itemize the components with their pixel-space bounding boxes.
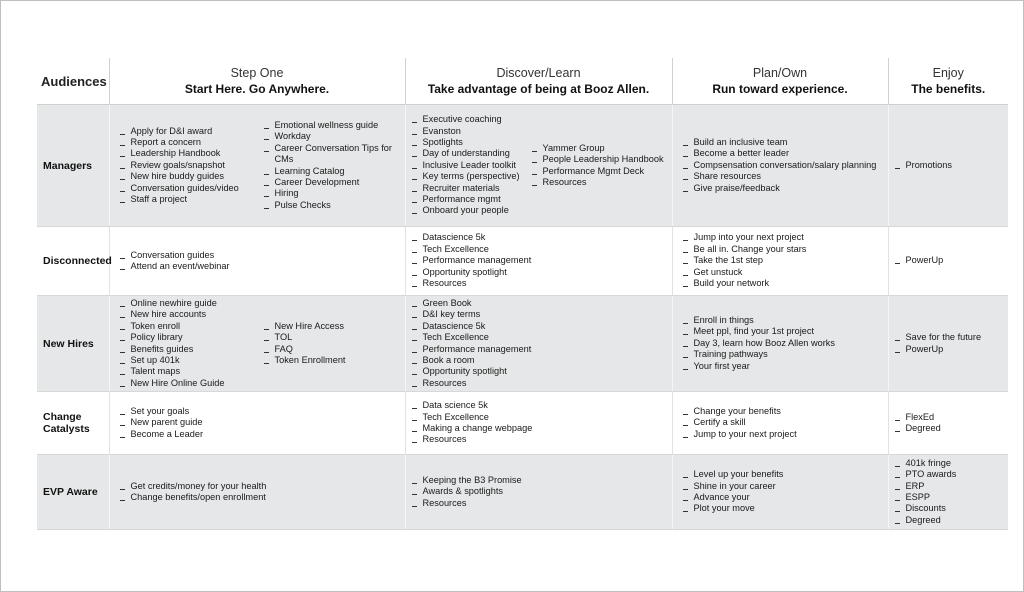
list-item[interactable]: Conversation guides/video	[120, 183, 248, 194]
item-list	[120, 406, 248, 440]
step-one-column	[264, 321, 346, 367]
list-item[interactable]: Inclusive Leader toolkit	[412, 160, 516, 171]
enjoy-cell	[888, 296, 1008, 392]
step-one-column	[120, 298, 248, 389]
list-item[interactable]: Report a concern	[120, 137, 248, 148]
list-item[interactable]: Resources	[412, 378, 532, 389]
list-item[interactable]: FlexEd	[895, 412, 941, 423]
list-item[interactable]: Plot your move	[683, 503, 784, 514]
step-one-cell	[109, 455, 405, 530]
discover-column	[412, 298, 532, 389]
list-item[interactable]: Be all in. Change your stars	[683, 244, 807, 255]
list-item[interactable]: Day of understanding	[412, 148, 516, 159]
list-item[interactable]: Resources	[532, 177, 664, 188]
plan-header	[672, 58, 888, 105]
item-list	[120, 126, 248, 206]
item-list	[264, 120, 400, 211]
list-item[interactable]: Making a change webpage	[412, 423, 533, 434]
list-item[interactable]: Keeping the B3 Promise	[412, 475, 522, 486]
list-item[interactable]: Performance management	[412, 344, 532, 355]
audience-label: Change Catalysts	[37, 392, 109, 455]
list-item[interactable]: PowerUp	[895, 255, 944, 266]
audiences-header: Audiences	[37, 58, 109, 105]
list-item[interactable]: Build your network	[683, 278, 807, 289]
list-item[interactable]: New hire buddy guides	[120, 171, 248, 182]
list-item[interactable]: FAQ	[264, 344, 346, 355]
item-list	[412, 114, 520, 217]
step-one-column	[120, 406, 248, 440]
list-item[interactable]: Leadership Handbook	[120, 148, 248, 159]
table-row	[37, 105, 1008, 227]
step-one-column	[120, 250, 248, 273]
item-list	[412, 400, 533, 446]
audience-label: EVP Aware	[37, 455, 109, 530]
list-item[interactable]: Token Enrollment	[264, 355, 346, 366]
audience-label: Disconnected	[37, 227, 109, 296]
list-item[interactable]: Certify a skill	[683, 417, 797, 428]
discover-cell	[405, 105, 672, 227]
step-one-subtitle: Start Here. Go Anywhere.	[184, 82, 330, 96]
list-item[interactable]: Discounts	[895, 503, 957, 514]
item-list	[895, 255, 944, 266]
list-item[interactable]: Tech Excellence	[412, 412, 533, 423]
header-row	[37, 58, 1008, 105]
list-item[interactable]: Awards & spotlights	[412, 486, 522, 497]
list-item[interactable]: New parent guide	[120, 417, 248, 428]
list-item[interactable]: Take the 1st step	[683, 255, 807, 266]
list-item[interactable]: Talent maps	[120, 366, 248, 377]
list-item[interactable]: Jump to your next project	[683, 429, 797, 440]
list-item[interactable]: Your first year	[683, 361, 835, 372]
list-item[interactable]: Day 3, learn how Booz Allen works	[683, 338, 835, 349]
discover-column	[412, 232, 532, 289]
discover-header	[405, 58, 672, 105]
list-item[interactable]: Resources	[412, 278, 532, 289]
list-item[interactable]: PowerUp	[895, 344, 982, 355]
enjoy-cell	[888, 392, 1008, 455]
list-item[interactable]: Policy library	[120, 332, 248, 343]
item-list	[683, 315, 835, 372]
list-item[interactable]: Key terms (perspective)	[412, 171, 516, 182]
list-item[interactable]: 401k fringe	[895, 458, 957, 469]
plan-cell	[672, 455, 888, 530]
discover-cell	[405, 392, 672, 455]
discover-cell	[405, 455, 672, 530]
list-item[interactable]: Tech Excellence	[412, 332, 532, 343]
table-row	[37, 392, 1008, 455]
list-item[interactable]: Get unstuck	[683, 267, 807, 278]
step-one-title: Step One	[230, 66, 284, 80]
step-one-column	[120, 480, 267, 504]
item-list	[895, 458, 957, 526]
list-item[interactable]: Spotlights	[412, 137, 516, 148]
discover-cell	[405, 296, 672, 392]
audience-label: New Hires	[37, 296, 109, 392]
list-item[interactable]: Tech Excellence	[412, 244, 532, 255]
item-list	[412, 475, 522, 509]
step-one-cell	[109, 227, 405, 296]
audience-label: Managers	[37, 105, 109, 227]
list-item[interactable]: Online newhire guide	[120, 298, 248, 309]
list-item[interactable]: Resources	[412, 498, 522, 509]
plan-subtitle: Run toward experience.	[712, 82, 848, 96]
list-item[interactable]: Promotions	[895, 160, 952, 171]
table-row	[37, 455, 1008, 530]
discover-column	[412, 475, 522, 509]
list-item[interactable]: Pulse Checks	[264, 200, 400, 211]
list-item[interactable]: Training pathways	[683, 349, 835, 360]
list-item[interactable]: Recruiter materials	[412, 183, 516, 194]
table-row	[37, 296, 1008, 392]
discover-subtitle: Take advantage of being at Booz Allen.	[427, 82, 650, 96]
item-list	[895, 412, 941, 435]
list-item[interactable]: New hire accounts	[120, 309, 248, 320]
list-item[interactable]: Hiring	[264, 188, 400, 199]
enjoy-subtitle: The benefits.	[911, 82, 986, 96]
enjoy-cell	[888, 105, 1008, 227]
list-item[interactable]: ESPP	[895, 492, 957, 503]
list-item[interactable]: Become a Leader	[120, 429, 248, 440]
list-item[interactable]: Green Book	[412, 298, 532, 309]
audience-journey-table	[37, 58, 1008, 530]
list-item[interactable]: New Hire Access	[264, 321, 346, 332]
list-item[interactable]: Give praise/feedback	[683, 183, 877, 194]
list-item[interactable]: Meet ppl, find your 1st project	[683, 326, 835, 337]
list-item[interactable]: Staff a project	[120, 194, 248, 205]
list-item[interactable]: D&I key terms	[412, 309, 532, 320]
step-one-header	[109, 58, 405, 105]
item-list	[683, 232, 807, 289]
discover-column	[412, 400, 533, 446]
list-item[interactable]: PTO awards	[895, 469, 957, 480]
list-item[interactable]: Benefits guides	[120, 344, 248, 355]
item-list	[120, 298, 248, 389]
list-item[interactable]: ERP	[895, 481, 957, 492]
list-item[interactable]: Degreed	[895, 423, 941, 434]
list-item[interactable]: Learning Catalog	[264, 166, 400, 177]
item-list	[412, 298, 532, 389]
list-item[interactable]: Attend an event/webinar	[120, 261, 248, 272]
list-item[interactable]: Set up 401k	[120, 355, 248, 366]
list-item[interactable]: Shine in your career	[683, 481, 784, 492]
list-item[interactable]: Change your benefits	[683, 406, 797, 417]
list-item[interactable]: Opportunity spotlight	[412, 267, 532, 278]
item-list	[895, 332, 982, 355]
list-item[interactable]: Book a room	[412, 355, 532, 366]
list-item[interactable]: Career Conversation Tips for CMs	[264, 143, 400, 166]
plan-cell	[672, 227, 888, 296]
list-item[interactable]: Datascience 5k	[412, 232, 532, 243]
item-list	[895, 160, 952, 171]
list-item[interactable]: Get credits/money for your health	[120, 481, 248, 492]
list-item[interactable]: New Hire Online Guide	[120, 378, 248, 389]
list-item[interactable]: Build an inclusive team	[683, 137, 877, 148]
list-item[interactable]: Advance your	[683, 492, 784, 503]
list-item[interactable]: People Leadership Handbook	[532, 154, 664, 165]
discover-cell	[405, 227, 672, 296]
table-row	[37, 227, 1008, 296]
step-one-cell	[109, 392, 405, 455]
discover-title: Discover/Learn	[496, 66, 581, 80]
list-item[interactable]: Opportunity spotlight	[412, 366, 532, 377]
list-item[interactable]: Enroll in things	[683, 315, 835, 326]
list-item[interactable]: Performance mgmt	[412, 194, 516, 205]
item-list	[532, 143, 664, 189]
list-item[interactable]: Compsensation conversation/salary planning	[683, 160, 877, 171]
plan-cell	[672, 392, 888, 455]
list-item[interactable]: Evanston	[412, 126, 516, 137]
list-item[interactable]: Degreed	[895, 515, 957, 526]
list-item[interactable]: Jump into your next project	[683, 232, 807, 243]
step-one-column	[264, 120, 400, 211]
list-item[interactable]: Change benefits/open enrollment	[120, 492, 248, 503]
discover-column	[532, 143, 664, 189]
list-item[interactable]: Yammer Group	[532, 143, 664, 154]
item-list	[683, 137, 877, 194]
enjoy-title: Enjoy	[932, 66, 964, 80]
item-list	[683, 469, 784, 515]
list-item[interactable]: Emotional wellness guide	[264, 120, 400, 131]
list-item[interactable]: Conversation guides	[120, 250, 248, 261]
enjoy-cell	[888, 227, 1008, 296]
step-one-column	[120, 126, 248, 206]
list-item[interactable]: Review goals/snapshot	[120, 160, 248, 171]
list-item[interactable]: Career Development	[264, 177, 400, 188]
list-item[interactable]: Save for the future	[895, 332, 982, 343]
item-list	[412, 232, 532, 289]
item-list	[683, 406, 797, 440]
table-body	[37, 105, 1008, 530]
list-item[interactable]: Set your goals	[120, 406, 248, 417]
discover-column	[412, 114, 520, 217]
item-list	[120, 250, 248, 273]
list-item[interactable]: Workday	[264, 131, 400, 142]
step-one-cell	[109, 105, 405, 227]
list-item[interactable]: Become a better leader	[683, 148, 877, 159]
item-list	[120, 480, 267, 504]
enjoy-cell	[888, 455, 1008, 530]
item-list	[264, 321, 346, 367]
list-item[interactable]: Resources	[412, 434, 533, 445]
plan-title: Plan/Own	[752, 66, 808, 80]
list-item[interactable]: Executive coaching	[412, 114, 516, 125]
list-item[interactable]: Level up your benefits	[683, 469, 784, 480]
enjoy-header	[888, 58, 1008, 105]
list-item[interactable]: Performance management	[412, 255, 532, 266]
list-item[interactable]: TOL	[264, 332, 346, 343]
list-item[interactable]: Datascience 5k	[412, 321, 532, 332]
list-item[interactable]: Apply for D&I award	[120, 126, 248, 137]
plan-cell	[672, 296, 888, 392]
list-item[interactable]: Data science 5k	[412, 400, 533, 411]
list-item[interactable]: Onboard your people	[412, 205, 516, 216]
step-one-cell	[109, 296, 405, 392]
plan-cell	[672, 105, 888, 227]
list-item[interactable]: Performance Mgmt Deck	[532, 166, 664, 177]
list-item[interactable]: Token enroll	[120, 321, 248, 332]
list-item[interactable]: Share resources	[683, 171, 877, 182]
